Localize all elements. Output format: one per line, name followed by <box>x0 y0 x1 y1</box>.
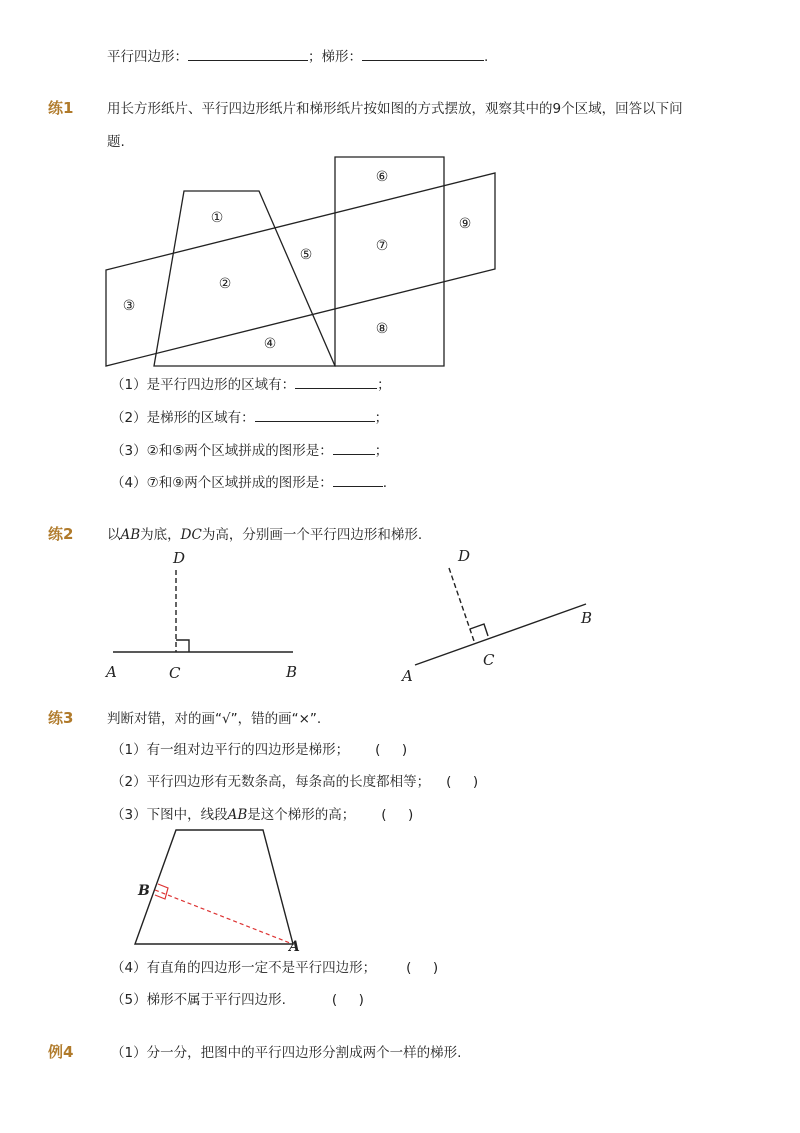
fig1-label-a: A <box>106 663 117 681</box>
fig2-label-d: D <box>458 547 471 565</box>
region-9-label: ⑨ <box>458 216 472 232</box>
region-2-label: ② <box>218 276 232 292</box>
answer-paren[interactable]: ( ) <box>446 774 479 790</box>
label-b: B <box>138 883 150 899</box>
segment-ab-dashed <box>155 890 290 943</box>
region-5-label: ⑤ <box>299 247 313 263</box>
answer-paren[interactable]: ( ) <box>375 742 408 758</box>
item-end: ； <box>377 377 391 393</box>
region-7-label: ⑦ <box>375 238 389 254</box>
fig2-label-a: A <box>402 667 413 685</box>
item-text: 是这个梯形的高； <box>247 807 356 823</box>
example-4-question: （1）分一分，把图中的平行四边形分割成两个一样的梯形. <box>111 1045 462 1061</box>
region-3-label: ③ <box>122 298 136 314</box>
exercise-3-question: 判断对错，对的画“√”，错的画“×”. <box>107 711 322 727</box>
region-4-label: ④ <box>263 336 277 352</box>
item-end: ； <box>374 410 389 426</box>
example-4-tag: 例4 <box>48 1043 74 1061</box>
segment-dc: DC <box>180 527 202 543</box>
trapezoid-label: 梯形： <box>321 49 362 65</box>
item-text: （2）是梯形的区域有： <box>111 410 255 426</box>
separator: ； <box>308 49 322 65</box>
answer-paren[interactable]: ( ) <box>381 807 414 823</box>
fig1-label-d: D <box>173 549 186 567</box>
trapezoid-shape <box>135 830 293 944</box>
region-1-label: ① <box>210 210 224 226</box>
fig1-label-b: B <box>286 663 298 681</box>
item-text: （3）②和⑤两个区域拼成的图形是： <box>111 443 333 459</box>
right-angle-mark <box>155 884 168 899</box>
exercise-1-question-line1: 用长方形纸片、平行四边形纸片和梯形纸片按如图的方式摆放，观察其中的9个区域，回答以下问 <box>107 101 683 117</box>
answer-paren[interactable]: ( ) <box>406 960 439 976</box>
fig1-label-c: C <box>169 664 181 682</box>
exercise-3-item-5 <box>111 991 364 1009</box>
q-text: 为底， <box>140 527 181 543</box>
item-end: ； <box>374 443 389 459</box>
item-text: （1）是平行四边形的区域有： <box>111 377 296 393</box>
item-text: （5）梯形不属于平行四边形. <box>111 992 286 1008</box>
label-a: A <box>289 939 300 955</box>
region-8-label: ⑧ <box>375 321 389 337</box>
item-text: （3）下图中，线段 <box>111 807 228 823</box>
q-text: 以 <box>107 527 121 543</box>
exercise-1-tag: 练1 <box>48 99 74 117</box>
item-text: （4）⑦和⑨两个区域拼成的图形是： <box>111 475 333 491</box>
item-text: （4）有直角的四边形一定不是平行四边形； <box>111 960 377 976</box>
fig2-label-c: C <box>483 651 495 669</box>
item-end: . <box>382 475 388 491</box>
segment-ab: AB <box>227 807 248 823</box>
segment-ab: AB <box>120 527 141 543</box>
end-period: . <box>484 49 489 65</box>
answer-paren[interactable]: ( ) <box>331 992 364 1008</box>
exercise-2-tag: 练2 <box>48 525 74 543</box>
parallelogram-label: 平行四边形： <box>107 49 188 65</box>
exercise-1-question-line2: 题. <box>107 134 125 150</box>
fig2-label-b: B <box>581 609 593 627</box>
q-text: 为高，分别画一个平行四边形和梯形. <box>201 527 423 543</box>
region-6-label: ⑥ <box>375 169 389 185</box>
exercise-3-item-4 <box>111 959 438 977</box>
exercise-3-tag: 练3 <box>48 709 74 727</box>
item-text: （2）平行四边形有无数条高，每条高的长度都相等； <box>111 774 431 790</box>
item-text: （1）有一组对边平行的四边形是梯形； <box>111 742 350 758</box>
